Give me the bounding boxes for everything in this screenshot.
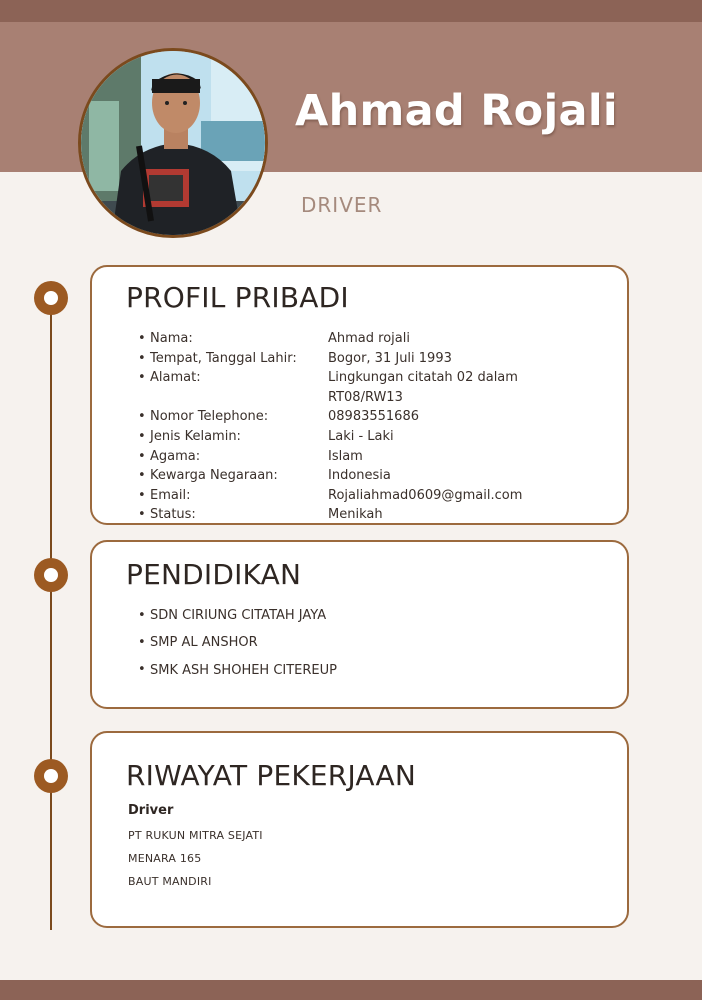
- profile-label: Agama:: [150, 448, 201, 464]
- bullet: •: [138, 448, 146, 464]
- top-decorative-strip: [0, 0, 702, 22]
- bullet: •: [138, 468, 146, 484]
- profile-label: Alamat:: [150, 370, 201, 386]
- job-position: Driver: [128, 803, 174, 818]
- profile-value: Ahmad rojali: [328, 331, 410, 346]
- profile-label: Email:: [150, 487, 191, 503]
- profile-label: Kewarga Negaraan:: [150, 468, 278, 484]
- profile-value: Lingkungan citatah 02 dalam RT08/RW13: [328, 370, 518, 405]
- profile-label: Jenis Kelamin:: [150, 428, 241, 444]
- work-history-card: [90, 731, 629, 928]
- education-text: SMP AL ANSHOR: [150, 635, 258, 650]
- timeline-dot-icon: [34, 558, 68, 592]
- bullet: •: [138, 428, 146, 444]
- company-list: [128, 827, 263, 896]
- bullet: •: [138, 331, 146, 346]
- bullet: •: [138, 507, 146, 523]
- profile-value: Islam: [328, 448, 363, 464]
- profile-value: 08983551686: [328, 409, 419, 425]
- bullet: •: [138, 409, 146, 425]
- bullet: •: [138, 487, 146, 503]
- bottom-decorative-strip: [0, 980, 702, 1000]
- bullet: •: [138, 662, 146, 677]
- bullet: •: [138, 635, 146, 650]
- profile-value: Indonesia: [328, 468, 391, 484]
- timeline-line: [50, 296, 52, 930]
- bullet: •: [138, 350, 146, 366]
- timeline-dot-icon: [34, 281, 68, 315]
- person-name: Ahmad Rojali: [295, 86, 618, 136]
- education-text: SDN CIRIUNG CITATAH JAYA: [150, 608, 327, 623]
- profile-value: Bogor, 31 Juli 1993: [328, 350, 452, 366]
- profile-value: Laki - Laki: [328, 428, 394, 444]
- profile-value: Menikah: [328, 507, 383, 523]
- profile-label: Nomor Telephone:: [150, 409, 269, 425]
- section-title-work: RIWAYAT PEKERJAAN: [126, 759, 417, 792]
- section-title-profile: PROFIL PRIBADI: [126, 281, 349, 314]
- profile-label: Status:: [150, 507, 196, 523]
- education-text: SMK ASH SHOHEH CITEREUP: [150, 663, 338, 678]
- bullet: •: [138, 608, 146, 623]
- company-item: MENARA 165: [128, 852, 202, 865]
- profile-label: Nama:: [150, 331, 193, 346]
- timeline-dot-icon: [34, 759, 68, 793]
- company-item: BAUT MANDIRI: [128, 875, 212, 888]
- profile-photo: [78, 48, 268, 238]
- personal-profile-card: [90, 265, 629, 525]
- education-card: [90, 540, 629, 709]
- profile-label: Tempat, Tanggal Lahir:: [150, 350, 297, 366]
- company-item: PT RUKUN MITRA SEJATI: [128, 829, 263, 842]
- bullet: •: [138, 370, 146, 386]
- section-title-education: PENDIDIKAN: [126, 558, 302, 591]
- job-role: DRIVER: [301, 193, 383, 217]
- profile-value: Rojaliahmad0609@gmail.com: [328, 487, 523, 503]
